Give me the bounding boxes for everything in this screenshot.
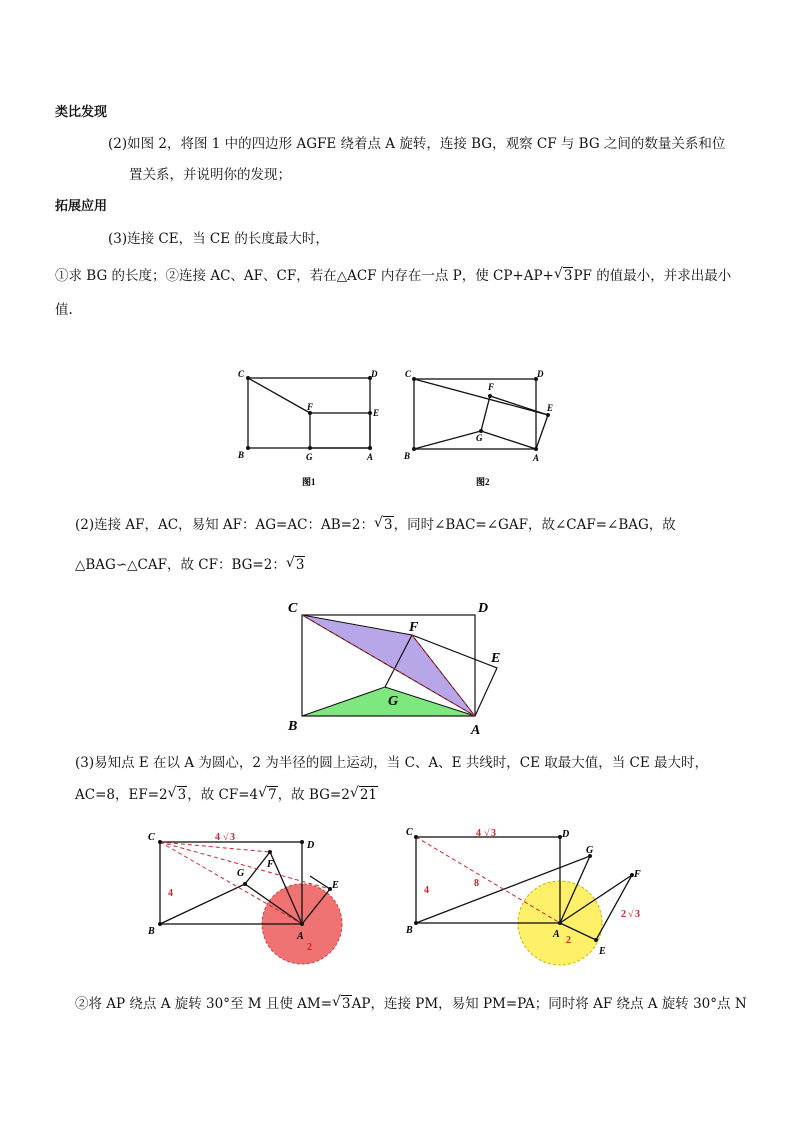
fig2-label-f: F — [488, 382, 495, 392]
solution-3b-b: AP，连接 PM，易知 PM=PA；同时将 AF 绕点 A 旋转 30°点 N — [351, 996, 747, 1012]
fig4-label-d: D — [307, 840, 315, 851]
fig5-label-f: F — [634, 869, 641, 880]
solution-3b-a: ②将 AP 绕点 A 旋转 30°至 M 且使 AM= — [75, 996, 333, 1012]
fig4-top-sqrt-mark: √ — [223, 832, 229, 843]
solution-2-line1 — [75, 516, 676, 534]
fig5-ef-length: 2 — [621, 909, 626, 920]
fig4-top-length: 4 — [215, 832, 220, 843]
fig1-label-f: F — [307, 402, 314, 412]
fig5-left-length: 4 — [424, 885, 429, 896]
fig3-label-e: E — [491, 651, 501, 666]
fig4-label-a: A — [297, 931, 304, 942]
fig3-label-b: B — [288, 719, 298, 734]
question-3-line2-b: PF 的值最小，并求出最小 — [573, 268, 732, 284]
sqrt-symbol: √ 21 — [350, 786, 378, 804]
fig4-top-sqrt: 3 — [230, 832, 235, 843]
solution-3-line1: (3)易知点 E 在以 A 为圆心，2 为半径的圆上运动，当 C、A、E 共线时，CE 取最大值，当 CE 最大时， — [75, 755, 709, 771]
fig4-label-f: F — [267, 859, 274, 870]
fig2-label-e: E — [547, 403, 554, 413]
question-3-line3: 值. — [55, 302, 73, 318]
fig1-caption: 图1 — [302, 477, 316, 487]
fig5-label-b: B — [406, 925, 413, 936]
question-3-line2 — [55, 267, 731, 285]
figure-5 — [400, 823, 660, 968]
fig4-label-c: C — [148, 832, 155, 843]
fig2-label-d: D — [537, 369, 544, 379]
figure-1 — [230, 365, 390, 495]
fig2-caption: 图2 — [476, 477, 490, 487]
section-heading-analogy: 类比发现 — [55, 105, 108, 120]
fig3-label-a: A — [471, 723, 481, 738]
fig5-label-e: E — [599, 946, 606, 957]
fig3-label-d: D — [478, 601, 489, 616]
fig5-top-sqrt-mark: √ — [484, 828, 490, 839]
fig3-label-g: G — [388, 694, 399, 709]
solution-2-line1-b: ，同时∠BAC=∠GAF，故∠CAF=∠BAG，故 — [393, 517, 676, 533]
solution-3-line2-a: AC=8，EF=2 — [75, 787, 168, 803]
solution-3-line2 — [75, 786, 378, 804]
solution-2-line2 — [75, 556, 305, 574]
fig4-label-b: B — [148, 926, 155, 937]
fig2-label-c: C — [405, 369, 412, 379]
solution-2-line2-a: △BAG∽△CAF，故 CF：BG=2： — [75, 557, 286, 573]
fig3-label-c: C — [288, 601, 298, 616]
fig5-diagonal-length: 8 — [474, 878, 479, 889]
fig2-label-g: G — [476, 433, 483, 443]
fig1-label-e: E — [373, 408, 380, 418]
sqrt-symbol: √ 3 — [168, 786, 188, 804]
fig1-label-b: B — [238, 450, 245, 460]
sqrt-symbol: √ 3 — [332, 995, 352, 1013]
fig4-left-length: 4 — [168, 888, 173, 899]
question-3-line2-a: ①求 BG 的长度；②连接 AC、AF、CF，若在△ACF 内存在一点 P，使 CP+AP+ — [55, 268, 554, 284]
fig5-label-d: D — [562, 829, 570, 840]
fig4-radius: 2 — [307, 942, 312, 953]
fig1-label-g: G — [306, 452, 313, 462]
solution-2-line1-a: (2)连接 AF，AC，易知 AF：AG=AC：AB=2： — [75, 517, 375, 533]
question-3-line1: (3)连接 CE，当 CE 的长度最大时， — [108, 231, 329, 247]
fig5-radius: 2 — [566, 935, 571, 946]
fig3-label-f: F — [409, 620, 419, 635]
fig4-label-g: G — [237, 868, 245, 879]
sqrt-symbol: √ 3 — [286, 556, 306, 574]
fig5-label-g: G — [586, 845, 594, 856]
solution-3-line2-b: ，故 CF=4 — [187, 787, 259, 803]
fig5-ef-sqrt-mark: √ — [628, 909, 634, 920]
fig5-top-length: 4 — [476, 828, 481, 839]
fig4-label-e: E — [332, 880, 339, 891]
sqrt-symbol: √ 3 — [554, 267, 574, 285]
question-2-line2: 置关系，并说明你的发现； — [129, 167, 291, 183]
figure-2 — [398, 365, 568, 495]
solution-3b-line — [75, 995, 747, 1013]
section-heading-extension: 拓展应用 — [55, 199, 108, 214]
fig2-label-b: B — [404, 451, 411, 461]
figure-4 — [140, 826, 370, 971]
fig1-label-c: C — [238, 369, 245, 379]
figure-3 — [285, 598, 515, 738]
sqrt-symbol: √ 7 — [258, 786, 278, 804]
fig5-top-sqrt: 3 — [491, 828, 496, 839]
sqrt-symbol: √ 3 — [374, 516, 394, 534]
fig2-label-a: A — [533, 453, 540, 463]
fig1-label-d: D — [371, 369, 378, 379]
fig5-label-c: C — [406, 827, 413, 838]
fig1-label-a: A — [367, 452, 374, 462]
fig5-label-a: A — [553, 929, 560, 940]
question-2-line1: (2)如图 2，将图 1 中的四边形 AGFE 绕着点 A 旋转，连接 BG，观察 CF 与 BG 之间的数量关系和位 — [108, 136, 726, 152]
fig5-ef-sqrt: 3 — [635, 909, 640, 920]
solution-3-line2-c: ，故 BG=2 — [277, 787, 350, 803]
